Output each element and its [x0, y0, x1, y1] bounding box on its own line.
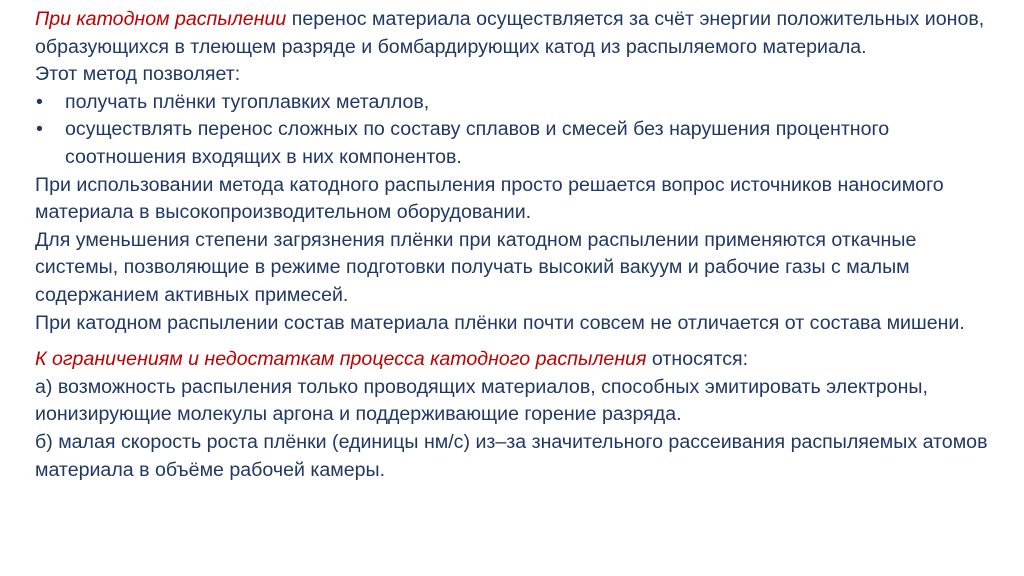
intro-text: перенос материала осуществляется за счёт энергии положительных ионов, образующихся в тлеющем разряде и бомбардирующих катод из распыляемого материала.	[35, 8, 985, 58]
intro-paragraph	[35, 6, 1004, 61]
method-allows-text: Этот метод позволяет:	[35, 63, 241, 86]
limitation-item-a: а) возможность распыления только проводящих материалов, способных эмитировать электроны, ионизирующие молекулы аргона и поддерживающие горение разряда.	[35, 375, 928, 426]
limitations-section	[35, 346, 1004, 484]
bullet-item-refractory	[35, 89, 1004, 117]
bullet-icon: •	[36, 90, 43, 113]
section-gap	[35, 337, 1004, 346]
limitations-heading	[35, 346, 1004, 374]
source-paragraph: При использовании метода катодного распыления просто решается вопрос источников наносимого материала в высокопроизводительном оборудовании.	[35, 173, 944, 224]
limitations-emphasis: К ограничениям и недостаткам процесса катодного распыления	[35, 348, 647, 371]
intro-emphasis: При катодном распылении	[35, 8, 287, 30]
bullet-text: осуществлять перенос сложных по составу сплавов и смесей без нарушения процентного соотношения входящих в них компонентов.	[65, 118, 890, 168]
limitations-heading-text: относятся:	[646, 348, 749, 371]
bullet-text: получать плёнки тугоплавких металлов,	[65, 90, 430, 113]
vacuum-paragraph: Для уменьшения степени загрязнения плёнки при катодном распылении применяются откачные системы, позволяющие в режиме подготовки получать высокий вакуум и рабочие газы с малым содержанием активных примесей.	[35, 228, 917, 306]
bullet-item-alloys	[35, 116, 1004, 171]
composition-paragraph: При катодном распылении состав материала плёнки почти совсем не отличается от состава мишени.	[35, 311, 965, 334]
advantages-section	[35, 6, 1004, 337]
limitation-item-b: б) малая скорость роста плёнки (единицы нм/с) из–за значительного рассеивания распыляемых атомов материала в объёме рабочей камеры.	[35, 430, 988, 481]
bullet-icon: •	[36, 118, 43, 141]
